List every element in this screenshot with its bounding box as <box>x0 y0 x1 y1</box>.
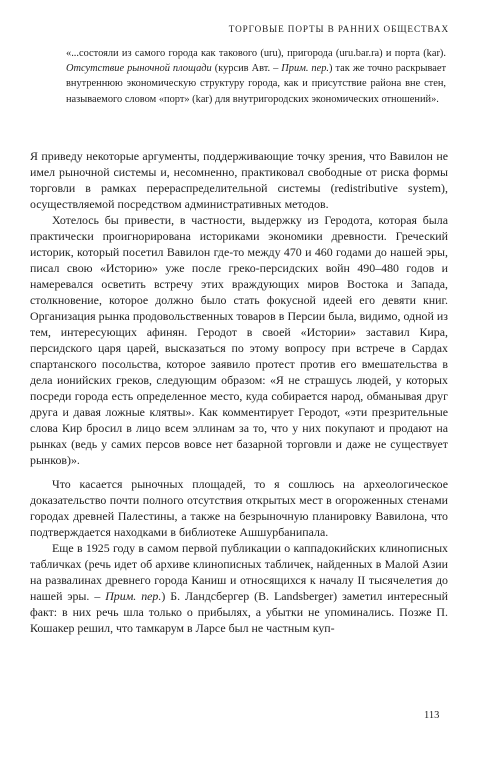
quote-italic: Отсутствие рыночной площади <box>66 63 212 75</box>
paragraph-3: Что касается рыночных площадей, то я сошлюсь на археологическое доказательство почти полного отсутствия открытых мест в огороженных стенами городах древней Палестины, а также на безрыночную планировку Вавилона, что подтверждается находками в библиотеке Ашшурбанипала. <box>30 477 448 539</box>
quote-text-2: (курсив Авт. – <box>211 63 282 75</box>
paragraph-4-note: Прим. пер. <box>105 589 162 603</box>
body-text <box>30 148 448 636</box>
block-quote <box>66 46 446 107</box>
quote-note: Прим. пер. <box>281 63 330 75</box>
paragraph-4-text-a: Еще в 1925 году в самом первой публикации о каппадокийских клинописных табличках (речь идет об архиве клинописных табличек, найденных в Малой Азии на развалинах древнего города Каниш и относящихся к началу II тысячелетия до нашей эры. – <box>30 541 448 603</box>
running-head: ТОРГОВЫЕ ПОРТЫ В РАННИХ ОБЩЕСТВАХ <box>228 24 449 34</box>
paragraph-4 <box>30 540 448 636</box>
quote-text-3: ) так же точно раскрывает внутреннюю экономическую структуру города, как и присутствие района вне стен, называемого словом «порт» (kar) для внутригородских экономических отношений». <box>66 63 446 105</box>
quote-paragraph <box>66 46 446 107</box>
quote-text-1: «...состояли из самого города как такового (uru), пригорода (uru.bar.ra) и порта (kar). <box>66 48 446 59</box>
scan-top-band <box>0 0 479 24</box>
paragraph-4-text-b: ) Б. Ландсбергер (B. Landsberger) заметил интересный факт: в них речь шла только о прибылях, а убытки не упоминались. Позже П. Кошакер решил, что тамкарум в Ларсе был не частным куп- <box>30 589 448 635</box>
page-number: 113 <box>424 710 440 721</box>
paragraph-2: Хотелось бы привести, в частности, выдержку из Геродота, которая была практически проигнорирована историками экономики древности. Греческий историк, который посетил Вавилон где-то между 470 и 460 годами до нашей эры, писал свою «Историю» уже после греко-персидских войн 490–480 годов и намеревался осветить встречу этих враждующих миров Востока и Запада, столкновение, которое должно было стать фокусной идеей его девяти книг. Организация рынка продовольственных товаров в Персии была, видимо, одной из тем, интересующих афинян. Геродот в своей «Истории» заставил Кира, персидского царя царей, высказаться по этому вопросу при встрече в Сардах спартанского посольства, которое заявило протест против его вмешательства в дела ионийских греков, следующим образом: «Я не страшусь людей, у которых посреди города есть определенное место, куда собирается народ, обманывая друг друга и давая ложные клятвы». Как комментирует Геродот, «эти презрительные слова Кир бросил в лицо всем эллинам за то, что у них покупают и продают на рынках (ведь у самих персов вовсе нет базарной торговли и даже не существует рынков)». <box>30 213 448 467</box>
paragraph-1: Я приведу некоторые аргументы, поддерживающие точку зрения, что Вавилон не имел рыночной системы и, несомненно, практиковал свободные от риска формы торговли в рамках перераспределительной системы (redistributive system), осуществляемой посредством административных методов. <box>30 149 448 211</box>
